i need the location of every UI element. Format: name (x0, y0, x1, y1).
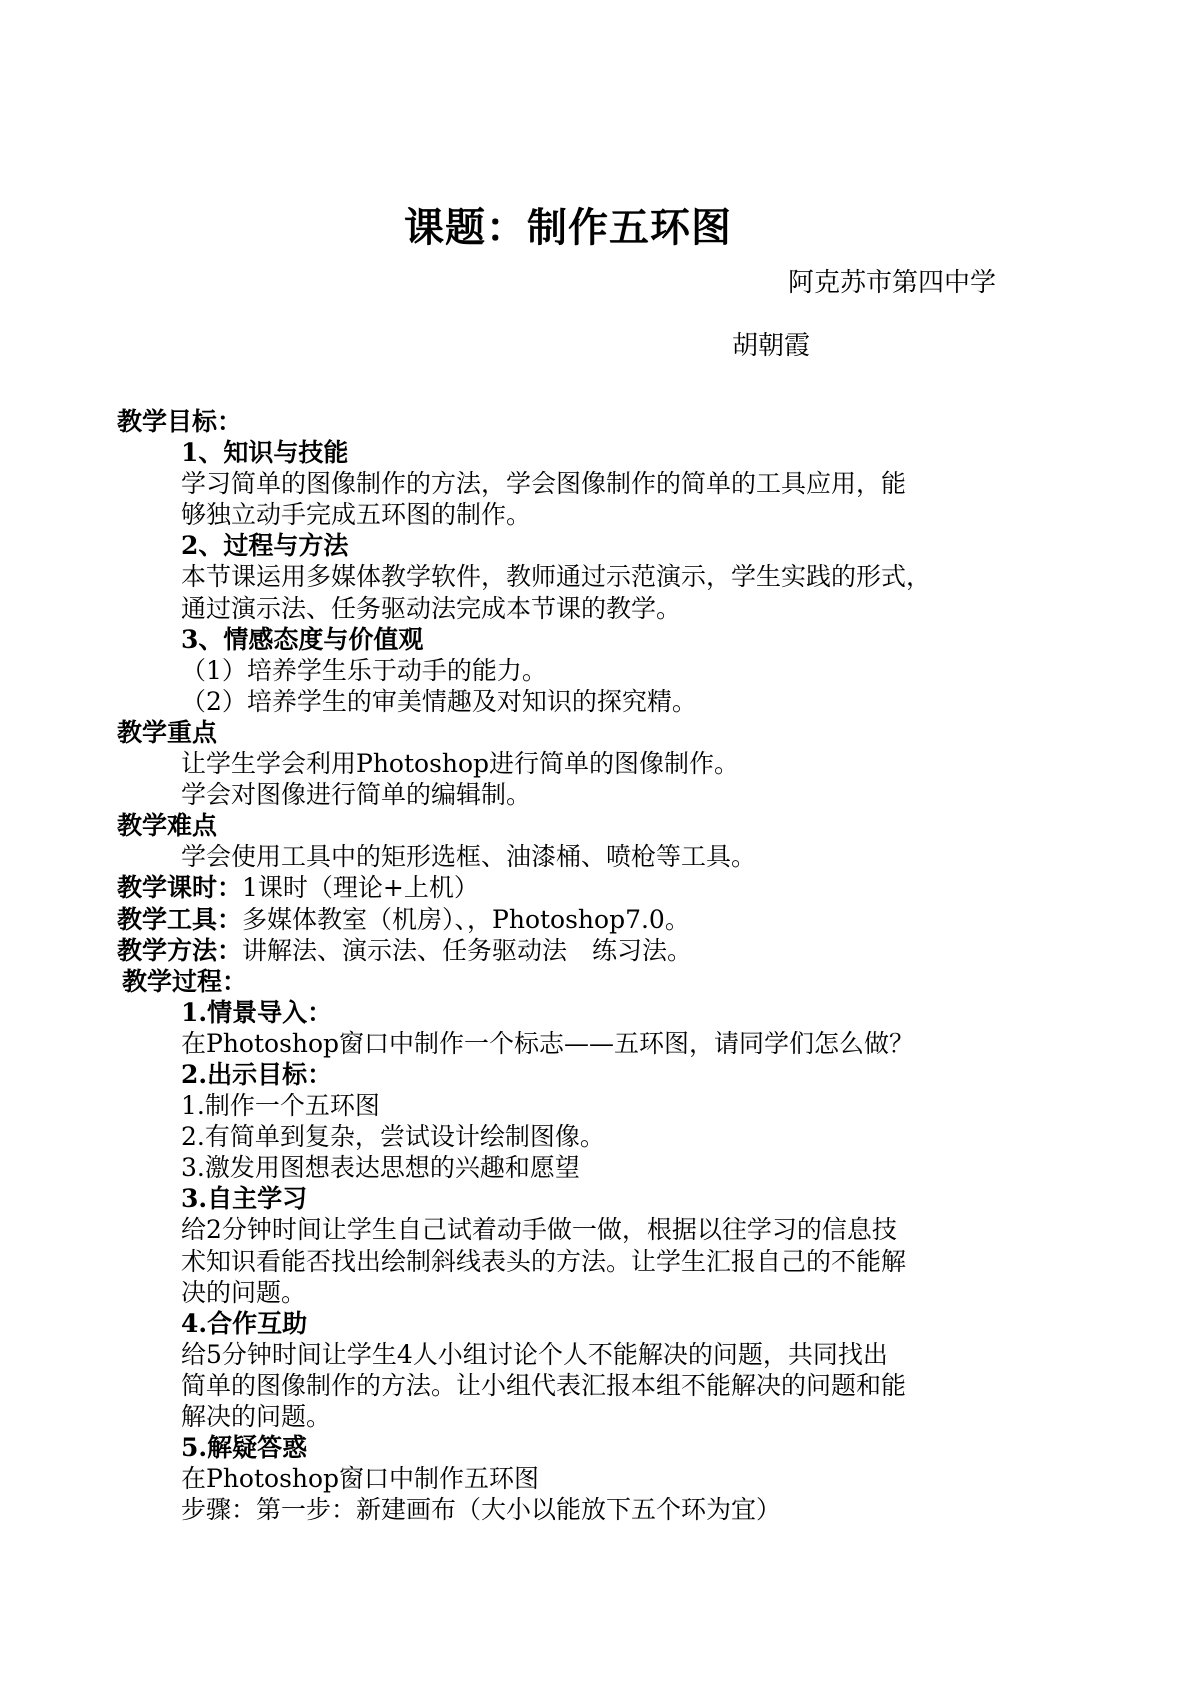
process-2-line-3: 3.激发用图想表达思想的兴趣和愿望 (181, 1153, 580, 1183)
difficulties-line-1: 学会使用工具中的矩形选框、油漆桶、喷枪等工具。 (181, 842, 757, 872)
tools-value: 多媒体教室（机房）、，Photoshop7.0。 (242, 904, 690, 934)
hours-label: 教学课时： (117, 873, 243, 903)
lesson-content (117, 406, 1017, 1525)
objective-3-line-1: （1）培养学生乐于动手的能力。 (181, 655, 547, 685)
process-4-title: 4.合作互助 (181, 1308, 308, 1338)
hours-row (117, 872, 1017, 903)
process-1-line-1: 在Photoshop窗口中制作一个标志——五环图，请同学们怎么做？ (181, 1028, 915, 1058)
process-1-title: 1.情景导入： (181, 997, 333, 1027)
author-name: 胡朝霞 (732, 331, 811, 361)
objective-1-line-2: 够独立动手完成五环图的制作。 (181, 500, 532, 530)
process-5-line-2: 步骤：第一步：新建画布（大小以能放下五个环为宜） (181, 1495, 782, 1525)
objective-3-line-2: （2）培养学生的审美情趣及对知识的探究精。 (181, 686, 697, 716)
process-2-title: 2.出示目标： (181, 1059, 333, 1089)
process-5-title: 5.解疑答惑 (181, 1433, 308, 1463)
objective-1-line-1: 学习简单的图像制作的方法，学会图像制作的简单的工具应用，能 (181, 469, 907, 499)
process-3-line-1: 给2分钟时间让学生自己试着动手做一做，根据以往学习的信息技 (181, 1215, 897, 1245)
process-2-line-1: 1.制作一个五环图 (181, 1091, 380, 1121)
objective-1-title: 1、知识与技能 (181, 438, 349, 468)
methods-value: 讲解法、演示法、任务驱动法 练习法。 (242, 935, 693, 965)
methods-label: 教学方法： (117, 935, 243, 965)
process-3-title: 3.自主学习 (181, 1184, 308, 1214)
school-name: 阿克苏市第四中学 (788, 268, 997, 298)
process-4-line-3: 解决的问题。 (181, 1402, 332, 1431)
process-4-line-1: 给5分钟时间让学生4人小组讨论个人不能解决的问题，共同找出 (181, 1339, 888, 1369)
tools-row (117, 904, 1017, 935)
objectives-heading: 教学目标： (117, 407, 243, 436)
process-2-line-2: 2.有简单到复杂，尝试设计绘制图像。 (181, 1122, 605, 1152)
objective-2-title: 2、过程与方法 (181, 531, 349, 561)
process-heading: 教学过程： (122, 966, 248, 996)
key-points-heading: 教学重点 (117, 717, 218, 747)
process-5-line-1: 在Photoshop窗口中制作五环图 (181, 1464, 540, 1494)
objective-2-line-1: 本节课运用多媒体教学软件，教师通过示范演示，学生实践的形式， (181, 562, 932, 592)
objective-2-line-2: 通过演示法、任务驱动法完成本节课的教学。 (181, 593, 682, 623)
process-4-line-2: 简单的图像制作的方法。让小组代表汇报本组不能解决的问题和能 (181, 1370, 907, 1400)
key-points-line-2: 学会对图像进行简单的编辑制。 (181, 780, 532, 810)
process-3-line-2: 术知识看能否找出绘制斜线表头的方法。让学生汇报自己的不能解 (181, 1246, 907, 1276)
key-points-line-1: 让学生学会利用Photoshop进行简单的图像制作。 (181, 749, 740, 779)
tools-label: 教学工具： (117, 904, 243, 934)
objective-3-title: 3、情感态度与价值观 (181, 624, 424, 654)
difficulties-heading: 教学难点 (117, 811, 218, 841)
process-3-line-3: 决的问题。 (181, 1277, 307, 1307)
methods-row (117, 935, 1017, 966)
page-title: 课题：制作五环图 (404, 205, 732, 251)
hours-value: 1课时（理论+上机） (242, 873, 479, 903)
